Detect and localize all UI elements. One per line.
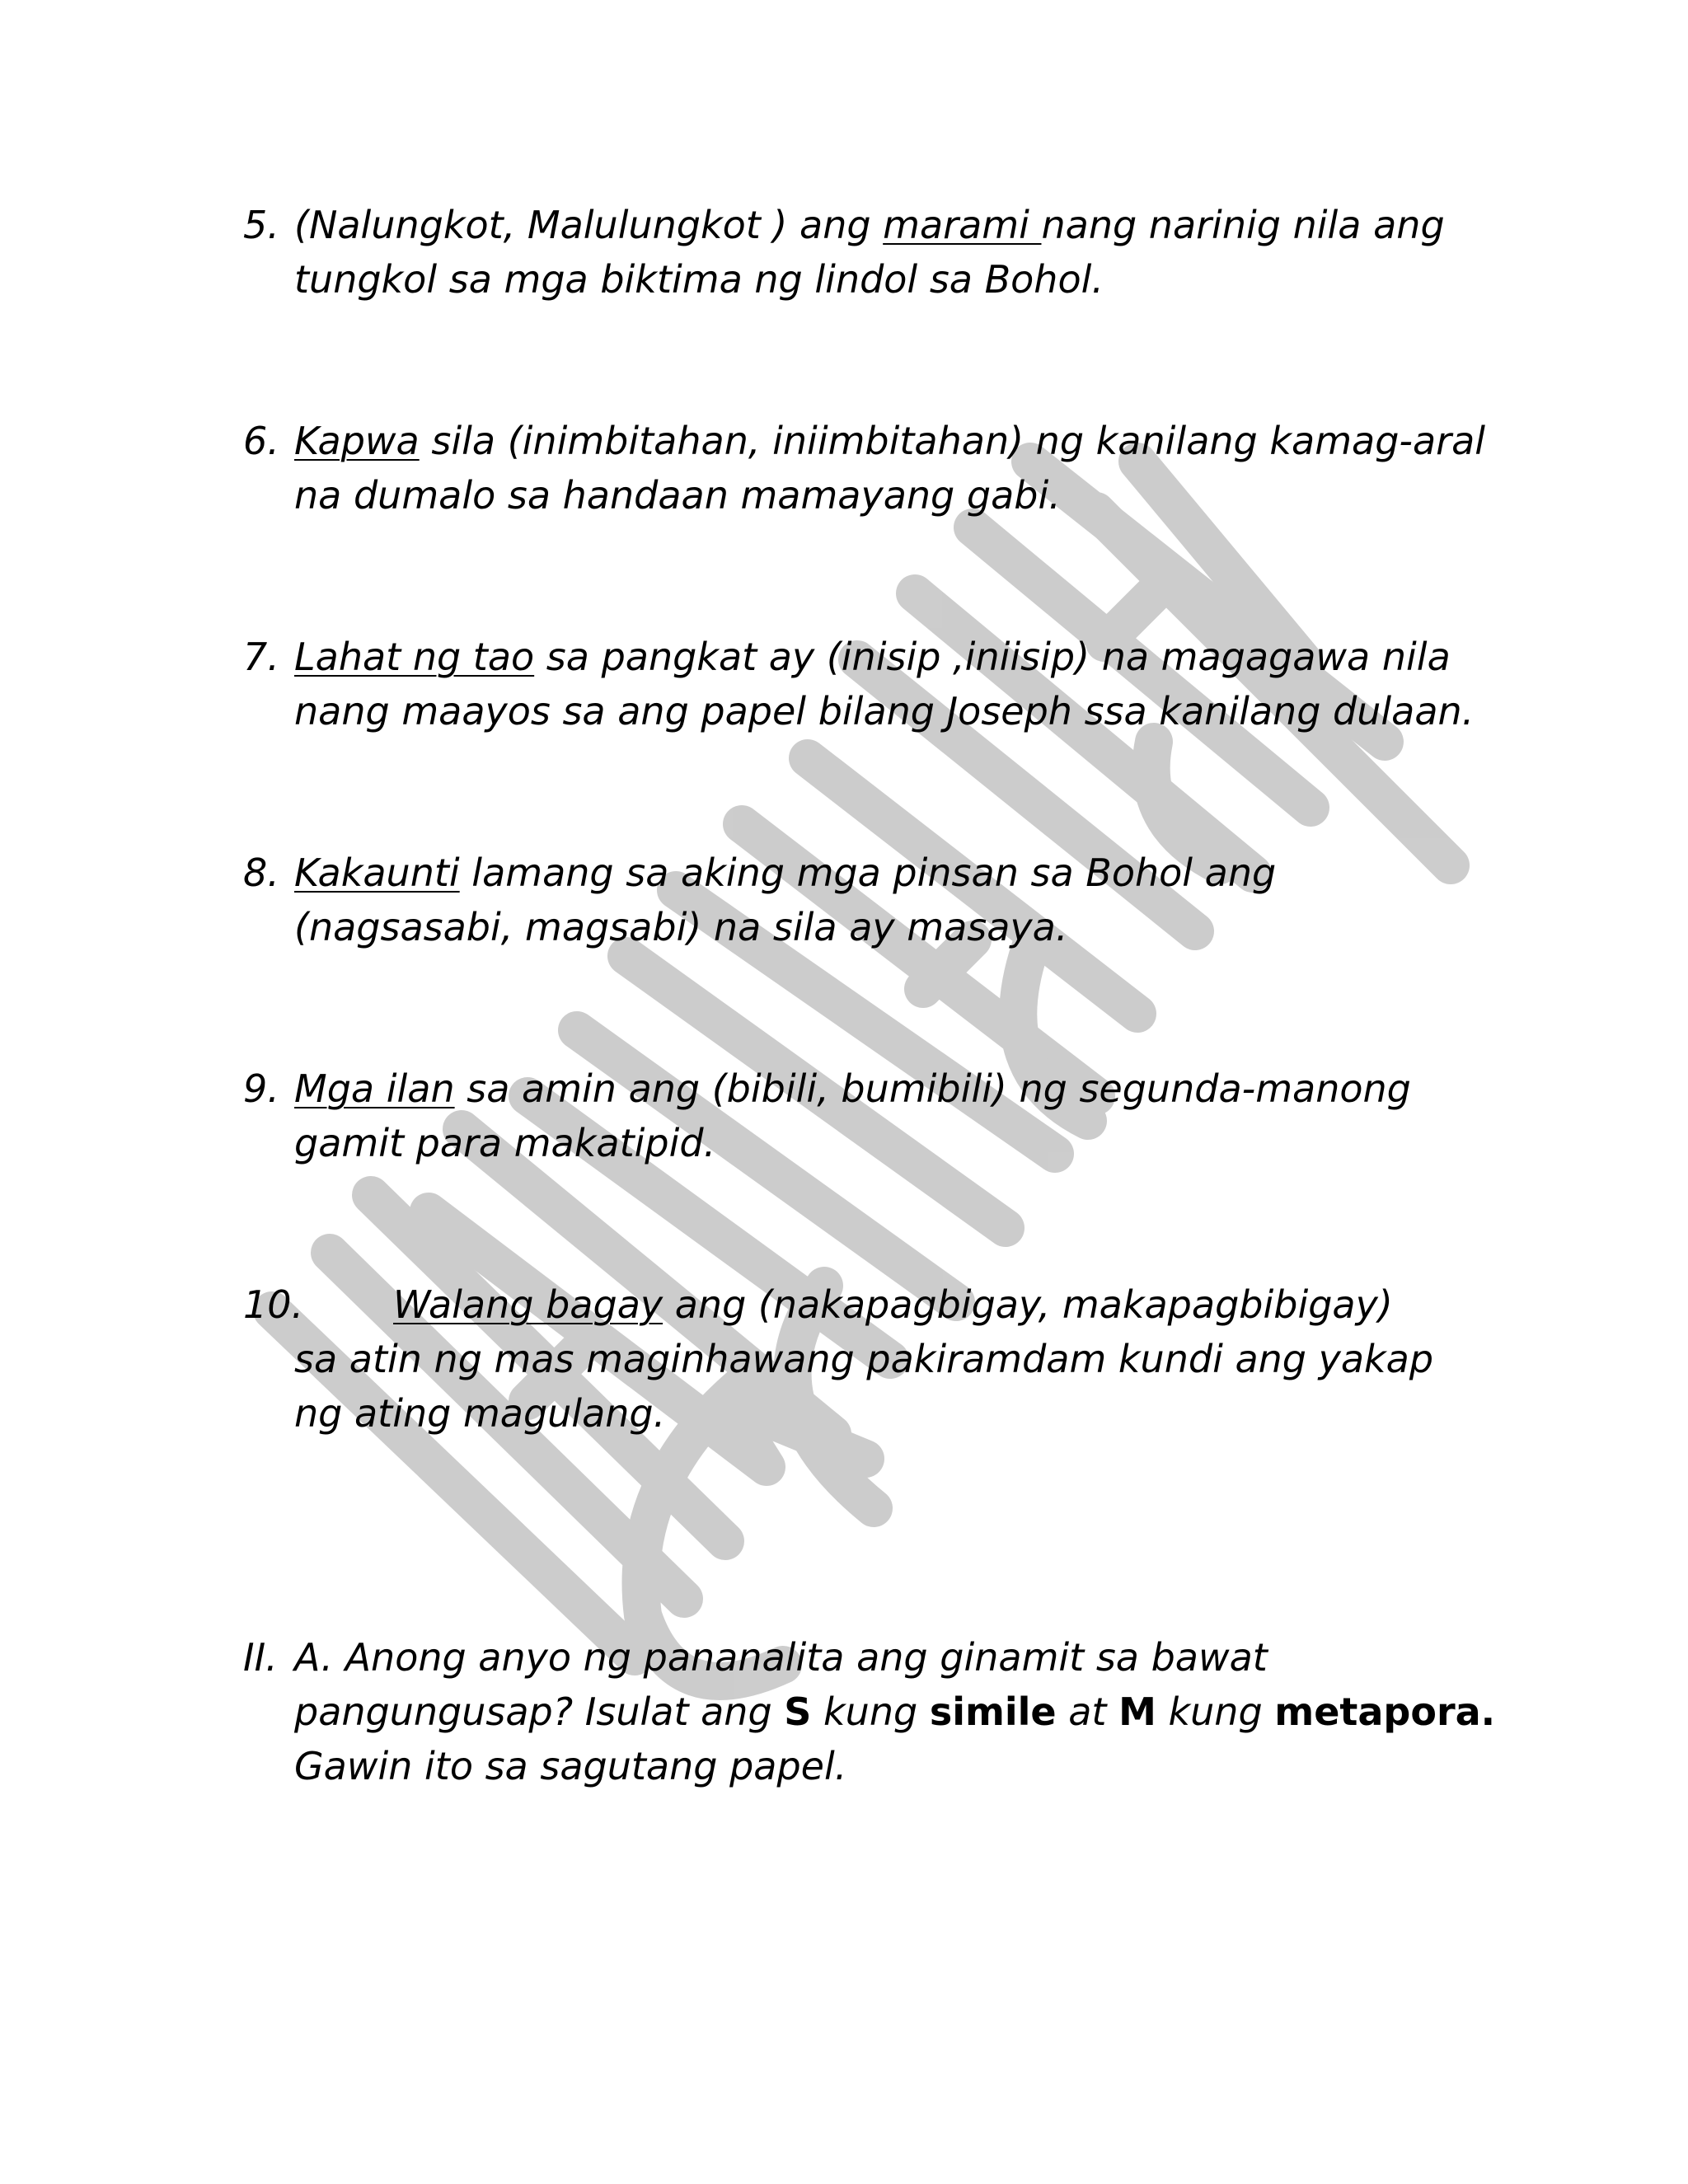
item-line: sa atin ng mas maginhawang pakiramdam kundi ang yakap [294, 1337, 1434, 1381]
item-text [294, 198, 1496, 307]
item-line: gamit para makatipid. [294, 1121, 716, 1165]
question-8 [243, 846, 1496, 954]
underlined-word: Mga ilan [294, 1066, 455, 1111]
item-number: 9. [243, 1066, 279, 1111]
section-ii-instructions [243, 1630, 1496, 1793]
section-text [294, 1630, 1496, 1793]
item-line: Mga ilan sa amin ang (bibili, bumibili) ng segunda-manong [294, 1066, 1411, 1111]
item-text [294, 630, 1496, 738]
item-line: nang maayos sa ang papel bilang Joseph ssa kanilang dulaan. [294, 689, 1475, 733]
item-line: ng ating magulang. [294, 1391, 666, 1436]
item-line: na dumalo sa handaan mamayang gabi. [294, 473, 1061, 518]
underlined-word: Walang bagay [393, 1282, 663, 1327]
section-line: Gawin ito sa sagutang papel. [294, 1744, 847, 1788]
item-number: 6. [243, 419, 279, 463]
section-number: II. [243, 1635, 278, 1680]
item-text [294, 414, 1496, 523]
item-line: tungkol sa mga biktima ng lindol sa Bohol. [294, 257, 1104, 302]
item-number: 10. [243, 1282, 304, 1327]
bold-m: M [1118, 1690, 1156, 1734]
question-7 [243, 630, 1496, 738]
item-line: Kapwa sila (inimbitahan, iniimbitahan) ng kanilang kamag-aral [294, 419, 1486, 463]
item-line: (nagsasabi, magsabi) na sila ay masaya. [294, 905, 1068, 949]
item-number: 5. [243, 203, 279, 247]
underlined-word: Kakaunti [294, 851, 460, 895]
item-text [294, 1062, 1496, 1170]
bold-s: S [784, 1690, 812, 1734]
bold-metapora: metapora. [1274, 1690, 1496, 1734]
item-text [294, 1277, 1496, 1441]
section-line: A. Anong anyo ng pananalita ang ginamit sa bawat [294, 1635, 1268, 1680]
item-line: Lahat ng tao sa pangkat ay (inisip ,iniisip) na magagawa nila [294, 635, 1451, 679]
question-10 [243, 1277, 1496, 1441]
question-6 [243, 414, 1496, 523]
underlined-word: Kapwa [294, 419, 420, 463]
item-line: Kakaunti lamang sa aking mga pinsan sa Bohol ang [294, 851, 1277, 895]
section-line: pangungusap? Isulat ang S kung simile at M kung metapora. [294, 1690, 1496, 1734]
question-5 [243, 198, 1496, 307]
item-text [294, 846, 1496, 954]
question-9 [243, 1062, 1496, 1170]
item-number: 7. [243, 635, 279, 679]
underlined-word: Lahat ng tao [294, 635, 535, 679]
item-line: Walang bagay ang (nakapagbigay, makapagbibigay) [393, 1282, 1393, 1327]
underlined-word: marami [883, 203, 1042, 247]
bold-simile: simile [929, 1690, 1057, 1734]
item-number: 8. [243, 851, 279, 895]
item-line: (Nalungkot, Malulungkot ) ang marami nang narinig nila ang [294, 203, 1445, 247]
